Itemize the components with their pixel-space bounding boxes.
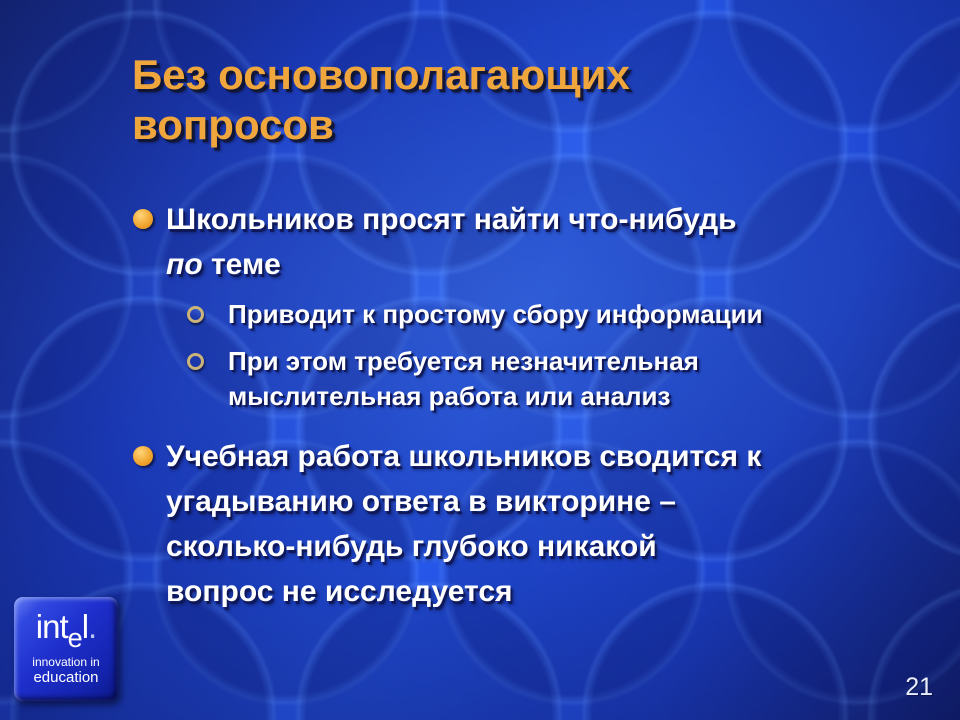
- hollow-ring-icon: [187, 306, 204, 323]
- bullet-line: Учебная работа школьников сводится к: [166, 440, 762, 473]
- sub-bullet-line: Приводит к простому сбору информации: [228, 299, 763, 329]
- bullet-line: [166, 242, 737, 287]
- intel-tagline-line1: innovation in: [32, 655, 100, 669]
- bullet-item-2: [133, 434, 933, 614]
- bullet-line: вопрос не исследуется: [166, 575, 513, 608]
- sub-bullet-text: [228, 344, 699, 414]
- intel-tagline-line2: education: [33, 669, 99, 687]
- bullet-list: [133, 197, 933, 614]
- intel-logo: [14, 597, 118, 701]
- sub-bullet-item-1: [186, 297, 933, 332]
- slide-title: Без основополагающих вопросов: [132, 51, 630, 148]
- intel-trademark-dot: .: [88, 608, 97, 645]
- italic-word: по: [166, 248, 203, 281]
- bullet-line: сколько-нибудь глубоко никакой: [166, 530, 657, 563]
- bullet-line: Школьников просят найти что-нибудь: [166, 203, 737, 236]
- hollow-ring-icon: [187, 353, 204, 370]
- page-number: 21: [905, 673, 933, 701]
- sub-bullet-item-2: [186, 344, 933, 414]
- bullet-text: [166, 197, 737, 287]
- intel-word-post: l: [81, 608, 89, 645]
- bullet-line: угадыванию ответа в викторине –: [166, 485, 676, 518]
- sub-bullet-line: При этом требуется незначительная: [228, 346, 699, 376]
- intel-wordmark: [14, 608, 118, 653]
- bullet-text: [166, 434, 761, 614]
- bullet-dot-icon: [133, 446, 153, 466]
- sub-bullet-text: [228, 297, 763, 332]
- sub-bullet-line: мыслительная работа или анализ: [228, 381, 671, 411]
- bullet-dot-icon: [133, 209, 153, 229]
- intel-word-pre: int: [35, 608, 68, 645]
- intel-dropped-e: e: [67, 623, 82, 653]
- bullet-line-text: теме: [202, 248, 281, 281]
- sub-bullet-list: [186, 297, 933, 414]
- bullet-item-1: [133, 197, 933, 287]
